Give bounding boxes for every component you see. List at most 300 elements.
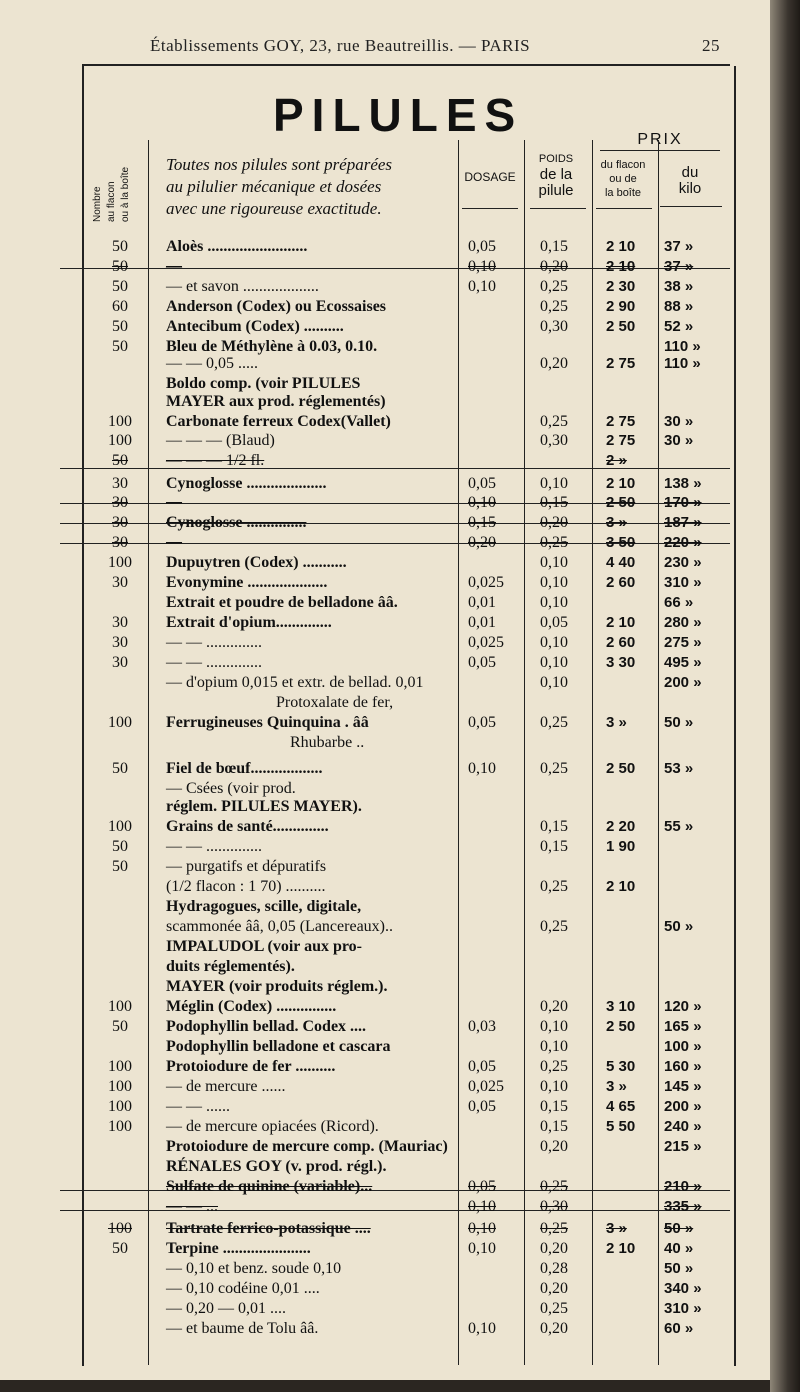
row-name: Extrait et poudre de belladone ââ. xyxy=(166,594,398,611)
row-price-flacon: 2 10 xyxy=(606,258,636,275)
row-name: IMPALUDOL (voir aux pro- xyxy=(166,938,363,955)
row-price-kilo: 52 » xyxy=(664,318,694,335)
table-row xyxy=(84,298,730,318)
row-price-kilo: 53 » xyxy=(664,760,694,777)
row-price-kilo: 200 » xyxy=(664,1098,702,1115)
row-count: 50 xyxy=(112,760,128,777)
row-count: 100 xyxy=(108,818,132,835)
row-name: — — — (Blaud) xyxy=(166,432,275,449)
table-row xyxy=(84,958,730,978)
flacon-header-line: du flacon xyxy=(600,159,646,171)
row-dosage: 0,05 xyxy=(468,654,496,671)
row-weight: 0,25 xyxy=(540,760,568,777)
row-price-kilo: 30 » xyxy=(664,413,694,430)
row-weight: 0,10 xyxy=(540,554,568,571)
row-price-flacon: 3 50 xyxy=(606,534,636,551)
row-weight: 0,30 xyxy=(540,432,568,449)
table-row xyxy=(84,898,730,918)
table-row xyxy=(84,1280,730,1300)
row-price-kilo: 110 » xyxy=(664,355,701,372)
row-name: Protoiodure de fer .......... xyxy=(166,1058,336,1075)
row-dosage: 0,10 xyxy=(468,760,496,777)
row-count: 50 xyxy=(112,238,128,255)
row-weight: 0,20 xyxy=(540,1280,568,1297)
row-price-flacon: 5 50 xyxy=(606,1118,636,1135)
row-weight: 0,25 xyxy=(540,413,568,430)
row-weight: 0,10 xyxy=(540,634,568,651)
row-price-flacon: 2 75 xyxy=(606,432,636,449)
row-price-flacon: 2 75 xyxy=(606,355,636,372)
table-row xyxy=(84,1220,730,1240)
row-price-flacon: 3 10 xyxy=(606,998,636,1015)
row-name: (1/2 flacon : 1 70) .......... xyxy=(166,878,326,895)
row-name: — de mercure opiacées (Ricord). xyxy=(166,1118,379,1135)
row-count: 100 xyxy=(108,1220,132,1237)
row-dosage: 0,10 xyxy=(468,1220,496,1237)
poids-header-line: pilule xyxy=(538,182,574,199)
row-weight: 0,15 xyxy=(540,1098,568,1115)
row-weight: 0,25 xyxy=(540,918,568,935)
row-dosage: 0,03 xyxy=(468,1018,496,1035)
row-count: 100 xyxy=(108,413,132,430)
row-price-kilo: 37 » xyxy=(664,258,694,275)
header-underline xyxy=(462,208,518,209)
flacon-header-line: la boîte xyxy=(604,187,642,199)
row-name: Extrait d'opium.............. xyxy=(166,614,332,631)
row-price-flacon: 3 » xyxy=(606,714,627,731)
row-name: — — .............. xyxy=(166,654,262,671)
row-weight: 0,25 xyxy=(540,278,568,295)
row-name: — — ...... xyxy=(166,1098,230,1115)
row-weight: 0,20 xyxy=(540,1320,568,1337)
row-price-kilo: 160 » xyxy=(664,1058,702,1075)
row-price-kilo: 50 » xyxy=(664,1220,694,1237)
row-name: — de mercure ...... xyxy=(166,1078,286,1095)
row-name: Dupuytren (Codex) ........... xyxy=(166,554,347,571)
row-price-flacon: 1 90 xyxy=(606,838,636,855)
table-row xyxy=(84,1300,730,1320)
row-price-kilo: 220 » xyxy=(664,534,702,551)
row-price-flacon: 2 60 xyxy=(606,574,636,591)
row-price-kilo: 66 » xyxy=(664,594,694,611)
table-row xyxy=(84,1078,730,1098)
row-name: Aloès ......................... xyxy=(166,238,308,255)
row-price-kilo: 138 » xyxy=(664,475,702,492)
row-count: 50 xyxy=(112,258,128,275)
row-count: 50 xyxy=(112,452,128,469)
row-weight: 0,20 xyxy=(540,1138,568,1155)
running-header xyxy=(150,36,720,56)
table-row xyxy=(84,534,730,554)
row-weight: 0,10 xyxy=(540,674,568,691)
row-count: 100 xyxy=(108,554,132,571)
row-weight: 0,15 xyxy=(540,838,568,855)
row-price-flacon: 2 50 xyxy=(606,318,636,335)
table-row xyxy=(84,1018,730,1038)
row-count: 30 xyxy=(112,574,128,591)
subtitle-line: avec une rigoureuse exactitude. xyxy=(166,199,382,218)
row-dosage: 0,10 xyxy=(468,1198,496,1215)
row-count: 30 xyxy=(112,514,128,531)
row-price-kilo: 120 » xyxy=(664,998,702,1015)
row-name: Cynoglosse ............... xyxy=(166,514,307,531)
row-price-kilo: 215 » xyxy=(664,1138,702,1155)
row-price-flacon: 5 30 xyxy=(606,1058,636,1075)
poids-header-line: POIDS xyxy=(538,153,574,165)
table-row xyxy=(84,554,730,574)
row-weight: 0,10 xyxy=(540,654,568,671)
header-underline xyxy=(530,208,586,209)
row-count: 30 xyxy=(112,475,128,492)
table-row xyxy=(84,413,730,433)
row-weight: 0,10 xyxy=(540,574,568,591)
row-name: Rhubarbe .. xyxy=(290,734,365,751)
row-weight: 0,20 xyxy=(540,998,568,1015)
row-name: — — .............. xyxy=(166,838,262,855)
table-row xyxy=(84,1118,730,1138)
row-name: — et savon ................... xyxy=(166,278,319,295)
table-row xyxy=(84,1098,730,1118)
row-price-kilo: 165 » xyxy=(664,1018,702,1035)
table-row xyxy=(84,838,730,858)
row-price-kilo: 38 » xyxy=(664,278,694,295)
row-name: MAYER (voir produits réglem.). xyxy=(166,978,388,995)
table-row xyxy=(84,818,730,838)
row-count: 30 xyxy=(112,614,128,631)
row-name: Protoxalate de fer, xyxy=(276,694,394,711)
row-price-kilo: 187 » xyxy=(664,514,702,531)
row-count: 100 xyxy=(108,1098,132,1115)
row-count: 30 xyxy=(112,534,128,551)
table-row xyxy=(84,694,730,714)
row-name: réglem. PILULES MAYER). xyxy=(166,798,362,815)
row-weight: 0,25 xyxy=(540,714,568,731)
table-row xyxy=(84,918,730,938)
row-price-kilo: 275 » xyxy=(664,634,702,651)
table-row xyxy=(84,1058,730,1078)
row-price-kilo: 100 » xyxy=(664,1038,702,1055)
nombre-header-line: Nombre xyxy=(92,186,103,222)
row-weight: 0,30 xyxy=(540,1198,568,1215)
table-row xyxy=(84,1198,730,1218)
row-dosage: 0,05 xyxy=(468,1058,496,1075)
row-count: 100 xyxy=(108,432,132,449)
row-weight: 0,10 xyxy=(540,1078,568,1095)
row-name: Anderson (Codex) ou Ecossaises xyxy=(166,298,387,315)
header-underline xyxy=(660,206,722,207)
row-count: 50 xyxy=(112,1018,128,1035)
row-price-flacon: 2 10 xyxy=(606,614,636,631)
row-name: Carbonate ferreux Codex(Vallet) xyxy=(166,413,391,430)
row-dosage: 0,10 xyxy=(468,1240,496,1257)
nombre-header xyxy=(88,150,144,222)
row-weight: 0,05 xyxy=(540,614,568,631)
row-price-flacon: 2 20 xyxy=(606,818,636,835)
row-price-flacon: 2 10 xyxy=(606,878,636,895)
row-price-kilo: 60 » xyxy=(664,1320,694,1337)
row-price-kilo: 495 » xyxy=(664,654,702,671)
row-dosage: 0,025 xyxy=(468,574,504,591)
row-name: — xyxy=(166,494,182,511)
row-dosage: 0,15 xyxy=(468,514,496,531)
running-title: Établissements GOY, 23, rue Beautreillis. — PARIS xyxy=(150,36,531,55)
page-number: 25 xyxy=(702,36,720,55)
row-name: — 0,20 — 0,01 .... xyxy=(166,1300,286,1317)
row-price-flacon: 2 50 xyxy=(606,1018,636,1035)
row-name: Podophyllin bellad. Codex .... xyxy=(166,1018,367,1035)
book-spine xyxy=(770,0,800,1392)
table-row xyxy=(84,494,730,514)
flacon-header-line: ou de xyxy=(609,173,637,185)
row-dosage: 0,05 xyxy=(468,475,496,492)
row-count: 100 xyxy=(108,1118,132,1135)
row-count: 100 xyxy=(108,998,132,1015)
row-name: Terpine ...................... xyxy=(166,1240,311,1257)
row-weight: 0,15 xyxy=(540,1118,568,1135)
row-name: Antecibum (Codex) .......... xyxy=(166,318,344,335)
row-weight: 0,25 xyxy=(540,1178,568,1195)
row-price-flacon: 3 » xyxy=(606,1220,627,1237)
row-name: duits réglementés). xyxy=(166,958,295,975)
row-price-kilo: 310 » xyxy=(664,574,702,591)
row-price-flacon: 2 60 xyxy=(606,634,636,651)
row-price-flacon: 2 50 xyxy=(606,760,636,777)
row-count: 50 xyxy=(112,278,128,295)
row-dosage: 0,025 xyxy=(468,1078,504,1095)
row-name: RÉNALES GOY (v. prod. régl.). xyxy=(166,1158,387,1175)
table-row xyxy=(84,734,730,754)
prix-rule xyxy=(600,150,720,151)
table-row xyxy=(84,858,730,878)
row-name: Protoiodure de mercure comp. (Mauriac) xyxy=(166,1138,448,1155)
table-row xyxy=(84,258,730,278)
row-price-kilo: 55 » xyxy=(664,818,694,835)
subtitle-line: au pilulier mécanique et dosées xyxy=(166,177,382,196)
table-row xyxy=(84,614,730,634)
table-row xyxy=(84,760,730,780)
row-name: Podophyllin belladone et cascara xyxy=(166,1038,391,1055)
table-row xyxy=(84,1038,730,1058)
page-title: PILULES xyxy=(273,89,524,141)
header-underline xyxy=(596,208,652,209)
row-name: — d'opium 0,015 et extr. de bellad. 0,01 xyxy=(166,674,424,691)
row-weight: 0,25 xyxy=(540,878,568,895)
row-price-kilo: 210 » xyxy=(664,1178,702,1195)
table-row xyxy=(84,798,730,818)
table-row xyxy=(84,375,730,395)
row-weight: 0,15 xyxy=(540,818,568,835)
table-row xyxy=(84,654,730,674)
row-name: — — ... xyxy=(166,1198,218,1215)
row-name: — purgatifs et dépuratifs xyxy=(166,858,327,875)
row-price-flacon: 2 10 xyxy=(606,238,636,255)
row-name: — et baume de Tolu ââ. xyxy=(166,1320,319,1337)
row-weight: 0,25 xyxy=(540,534,568,551)
row-name: MAYER aux prod. réglementés) xyxy=(166,393,386,410)
row-count: 50 xyxy=(112,1240,128,1257)
row-count: 100 xyxy=(108,1078,132,1095)
table-row xyxy=(84,714,730,734)
row-name: Boldo comp. (voir PILULES xyxy=(166,375,361,392)
row-name: Tartrate ferrico-potassique .... xyxy=(166,1220,371,1237)
subtitle xyxy=(166,154,392,220)
row-weight: 0,15 xyxy=(540,494,568,511)
nombre-header-line: au flacon xyxy=(106,181,117,222)
table-row xyxy=(84,514,730,534)
table-row xyxy=(84,393,730,413)
row-count: 60 xyxy=(112,298,128,315)
kilo-header-line: kilo xyxy=(678,180,702,197)
table-row xyxy=(84,475,730,495)
row-weight: 0,10 xyxy=(540,1038,568,1055)
row-count: 30 xyxy=(112,654,128,671)
row-name: Ferrugineuses Quinquina . ââ xyxy=(166,714,369,731)
row-name: Fiel de bœuf.................. xyxy=(166,760,323,777)
table-row xyxy=(84,1260,730,1280)
row-weight: 0,30 xyxy=(540,318,568,335)
row-weight: 0,10 xyxy=(540,475,568,492)
table-row xyxy=(84,574,730,594)
row-weight: 0,28 xyxy=(540,1260,568,1277)
row-price-kilo: 340 » xyxy=(664,1280,702,1297)
row-price-flacon: 2 75 xyxy=(606,413,636,430)
table-row xyxy=(84,432,730,452)
row-dosage: 0,05 xyxy=(468,238,496,255)
row-price-kilo: 240 » xyxy=(664,1118,702,1135)
dosage-header: DOSAGE xyxy=(464,170,516,184)
row-price-kilo: 310 » xyxy=(664,1300,702,1317)
row-dosage: 0,10 xyxy=(468,258,496,275)
row-dosage: 0,10 xyxy=(468,278,496,295)
row-weight: 0,20 xyxy=(540,1240,568,1257)
row-name: Cynoglosse .................... xyxy=(166,475,327,492)
row-price-flacon: 4 40 xyxy=(606,554,636,571)
table-row xyxy=(84,318,730,338)
row-name: — — — 1/2 fl. xyxy=(166,452,265,469)
row-count: 30 xyxy=(112,634,128,651)
row-dosage: 0,10 xyxy=(468,1320,496,1337)
row-name: — xyxy=(166,258,182,275)
row-name: — 0,10 codéine 0,01 .... xyxy=(166,1280,320,1297)
table-row xyxy=(84,355,730,375)
row-name: Méglin (Codex) ............... xyxy=(166,998,337,1015)
table-row xyxy=(84,998,730,1018)
row-price-flacon: 2 90 xyxy=(606,298,636,315)
row-price-kilo: 200 » xyxy=(664,674,702,691)
row-count: 50 xyxy=(112,338,128,355)
row-count: 50 xyxy=(112,838,128,855)
table-row xyxy=(84,594,730,614)
row-weight: 0,10 xyxy=(540,594,568,611)
row-price-flacon: 4 65 xyxy=(606,1098,636,1115)
row-name: — — 0,05 ..... xyxy=(166,355,258,372)
prix-header: PRIX xyxy=(637,131,683,148)
row-name: scammonée ââ, 0,05 (Lancereaux).. xyxy=(166,918,393,935)
row-weight: 0,20 xyxy=(540,514,568,531)
row-weight: 0,25 xyxy=(540,1220,568,1237)
table-row xyxy=(84,1240,730,1260)
row-name: — xyxy=(166,534,182,551)
row-name: — 0,10 et benz. soude 0,10 xyxy=(166,1260,342,1277)
table-row xyxy=(84,938,730,958)
row-price-kilo: 170 » xyxy=(664,494,702,511)
nombre-header-line: ou à la boîte xyxy=(120,166,131,222)
row-dosage: 0,05 xyxy=(468,1098,496,1115)
row-price-kilo: 145 » xyxy=(664,1078,702,1095)
row-weight: 0,20 xyxy=(540,258,568,275)
row-price-flacon: 3 30 xyxy=(606,654,636,671)
row-dosage: 0,05 xyxy=(468,1178,496,1195)
table-row xyxy=(84,878,730,898)
row-weight: 0,25 xyxy=(540,298,568,315)
row-weight: 0,15 xyxy=(540,238,568,255)
row-price-kilo: 110 » xyxy=(664,338,701,355)
row-dosage: 0,10 xyxy=(468,494,496,511)
row-price-kilo: 37 » xyxy=(664,238,694,255)
row-price-kilo: 30 » xyxy=(664,432,694,449)
row-dosage: 0,05 xyxy=(468,714,496,731)
kilo-header-line: du xyxy=(681,164,699,181)
row-price-kilo: 230 » xyxy=(664,554,702,571)
row-price-kilo: 50 » xyxy=(664,1260,694,1277)
row-price-flacon: 3 » xyxy=(606,514,627,531)
poids-header-line: de la xyxy=(539,166,573,183)
row-count: 30 xyxy=(112,494,128,511)
row-name: — Csées (voir prod. xyxy=(166,780,296,797)
row-weight: 0,20 xyxy=(540,355,568,372)
table-row xyxy=(84,634,730,654)
row-weight: 0,10 xyxy=(540,1018,568,1035)
row-count: 50 xyxy=(112,858,128,875)
table-row xyxy=(84,1320,730,1340)
row-dosage: 0,01 xyxy=(468,594,496,611)
row-price-kilo: 50 » xyxy=(664,714,694,731)
row-count: 100 xyxy=(108,714,132,731)
row-price-kilo: 88 » xyxy=(664,298,694,315)
row-dosage: 0,20 xyxy=(468,534,496,551)
row-name: — — .............. xyxy=(166,634,262,651)
row-name: Bleu de Méthylène à 0.03, 0.10. xyxy=(166,338,378,355)
row-price-flacon: 2 » xyxy=(606,452,627,469)
row-dosage: 0,025 xyxy=(468,634,504,651)
subtitle-line: Toutes nos pilules sont préparées xyxy=(166,155,393,174)
row-weight: 0,25 xyxy=(540,1300,568,1317)
table-row xyxy=(84,1158,730,1178)
row-count: 100 xyxy=(108,1058,132,1075)
row-name: Evonymine .................... xyxy=(166,574,328,591)
row-price-kilo: 335 » xyxy=(664,1198,702,1215)
row-price-kilo: 280 » xyxy=(664,614,702,631)
row-count: 50 xyxy=(112,318,128,335)
row-price-flacon: 2 30 xyxy=(606,278,636,295)
table-row xyxy=(84,674,730,694)
row-price-flacon: 2 10 xyxy=(606,1240,636,1257)
table-row xyxy=(84,452,730,472)
row-price-flacon: 2 10 xyxy=(606,475,636,492)
row-name: Grains de santé.............. xyxy=(166,818,329,835)
table-row xyxy=(84,1178,730,1198)
table-row xyxy=(84,978,730,998)
row-name: Sulfate de quinine (variable)... xyxy=(166,1178,373,1195)
row-name: Hydragogues, scille, digitale, xyxy=(166,898,362,915)
table-row xyxy=(84,780,730,800)
row-weight: 0,25 xyxy=(540,1058,568,1075)
table-row xyxy=(84,238,730,258)
row-price-flacon: 3 » xyxy=(606,1078,627,1095)
row-price-kilo: 50 » xyxy=(664,918,694,935)
row-dosage: 0,01 xyxy=(468,614,496,631)
table-row xyxy=(84,278,730,298)
